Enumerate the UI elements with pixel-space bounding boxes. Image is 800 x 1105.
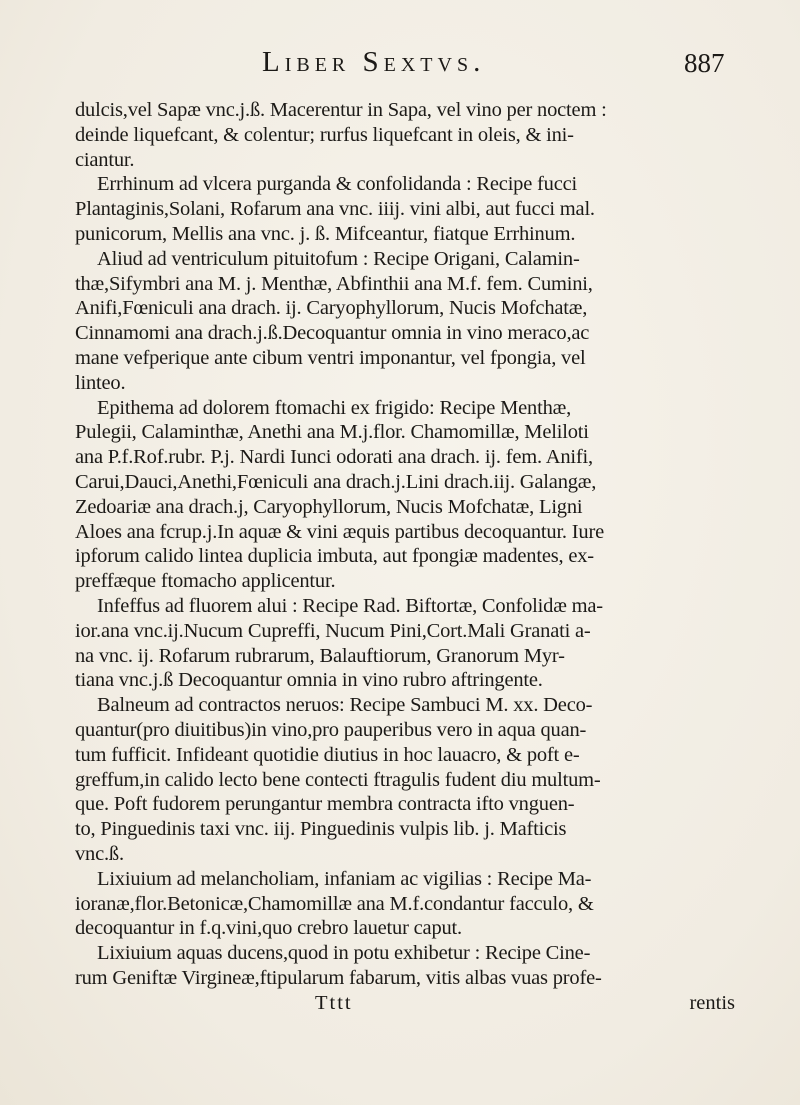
text-line: Cinnamomi ana drach.j.ß.Decoquantur omnia in vino meraco,ac — [75, 322, 590, 345]
text-line: ioranæ,flor.Betonicæ,Chamomillæ ana M.f.condantur facculo, & — [75, 892, 594, 915]
text-line: vnc.ß. — [75, 842, 124, 865]
running-title: Liber Sextvs. — [262, 46, 486, 78]
text-line: to, Pinguedinis taxi vnc. iij. Pinguedinis vulpis lib. j. Mafticis — [75, 818, 567, 841]
text-line: tum fufficit. Infideant quotidie diutius in hoc lauacro, & poft e- — [75, 743, 580, 766]
text-line: Aloes ana fcrup.j.In aquæ & vini æquis partibus decoquantur. Iure — [75, 520, 604, 543]
text-line: deinde liquefcant, & colentur; rurfus liquefcant in oleis, & ini- — [75, 123, 574, 146]
text-line: preffæque ftomacho applicentur. — [75, 570, 336, 593]
text-line: ciantur. — [75, 148, 135, 171]
page-number: 887 — [684, 48, 725, 78]
text-line: Carui,Dauci,Anethi,Fœniculi ana drach.j.Lini drach.iij. Galangæ, — [75, 470, 597, 493]
text-line: Zedoariæ ana drach.j, Caryophyllorum, Nucis Mofchatæ, Ligni — [75, 495, 583, 518]
text-line: greffum,in calido lecto bene contecti ftragulis fudent diu multum- — [75, 768, 601, 791]
text-line: dulcis,vel Sapæ vnc.j.ß. Macerentur in Sapa, vel vino per noctem : — [75, 99, 607, 121]
text-line: quantur(pro diuitibus)in vino,pro pauperibus vero in aqua quan- — [75, 718, 587, 741]
text-line: Plantaginis,Solani, Rofarum ana vnc. iiij. vini albi, aut fucci mal. — [75, 198, 595, 221]
text-line: thæ,Sifymbri ana M. j. Menthæ, Abfinthii ana M.f. fem. Cumini, — [75, 272, 593, 295]
text-line: Balneum ad contractos neruos: Recipe Sambuci M. xx. Deco- — [97, 694, 593, 717]
text-line: Epithema ad dolorem ftomachi ex frigido: Recipe Menthæ, — [97, 396, 572, 419]
text-line: mane vefperique ante cibum ventri imponantur, vel fpongia, vel — [75, 346, 586, 369]
text-line: na vnc. ij. Rofarum rubrarum, Balauftiorum, Granorum Myr- — [75, 644, 565, 667]
signature-mark: Tttt — [315, 991, 353, 1014]
text-line: rum Geniftæ Virgineæ,ftipularum fabarum, vitis albas vuas profe- — [75, 966, 602, 989]
text-line: tiana vnc.j.ß Decoquantur omnia in vino rubro aftringente. — [75, 669, 543, 692]
body-text — [75, 98, 735, 1015]
text-line: linteo. — [75, 371, 126, 394]
text-line: ior.ana vnc.ij.Nucum Cupreffi, Nucum Pini,Cort.Mali Granati a- — [75, 619, 591, 642]
text-line: Infeffus ad fluorem alui : Recipe Rad. Biftortæ, Confolidæ ma- — [97, 594, 603, 617]
text-line: Aliud ad ventriculum pituitofum : Recipe Origani, Calamin- — [97, 247, 580, 270]
text-line: decoquantur in f.q.vini,quo crebro lauetur caput. — [75, 917, 462, 940]
text-line: que. Poft fudorem perungantur membra contracta ifto vnguen- — [75, 793, 575, 816]
text-line: Errhinum ad vlcera purganda & confolidanda : Recipe fucci — [97, 173, 578, 196]
text-line: punicorum, Mellis ana vnc. j. ß. Mifceantur, fiatque Errhinum. — [75, 222, 576, 245]
text-line: ipforum calido lintea duplicia imbuta, aut fpongiæ madentes, ex- — [75, 545, 594, 568]
text-line: Pulegii, Calaminthæ, Anethi ana M.j.flor. Chamomillæ, Meliloti — [75, 421, 589, 444]
running-head — [0, 44, 800, 84]
text-line: Lixiuium aquas ducens,quod in potu exhibetur : Recipe Cine- — [97, 942, 591, 965]
text-line: Lixiuium ad melancholiam, infaniam ac vigilias : Recipe Ma- — [97, 867, 592, 890]
catchword-row — [75, 991, 735, 1016]
catchword: rentis — [689, 991, 735, 1014]
text-line: Anifi,Fœniculi ana drach. ij. Caryophyllorum, Nucis Mofchatæ, — [75, 297, 588, 320]
text-line: ana P.f.Rof.rubr. P.j. Nardi Iunci odorati ana drach. ij. fem. Anifi, — [75, 446, 593, 469]
